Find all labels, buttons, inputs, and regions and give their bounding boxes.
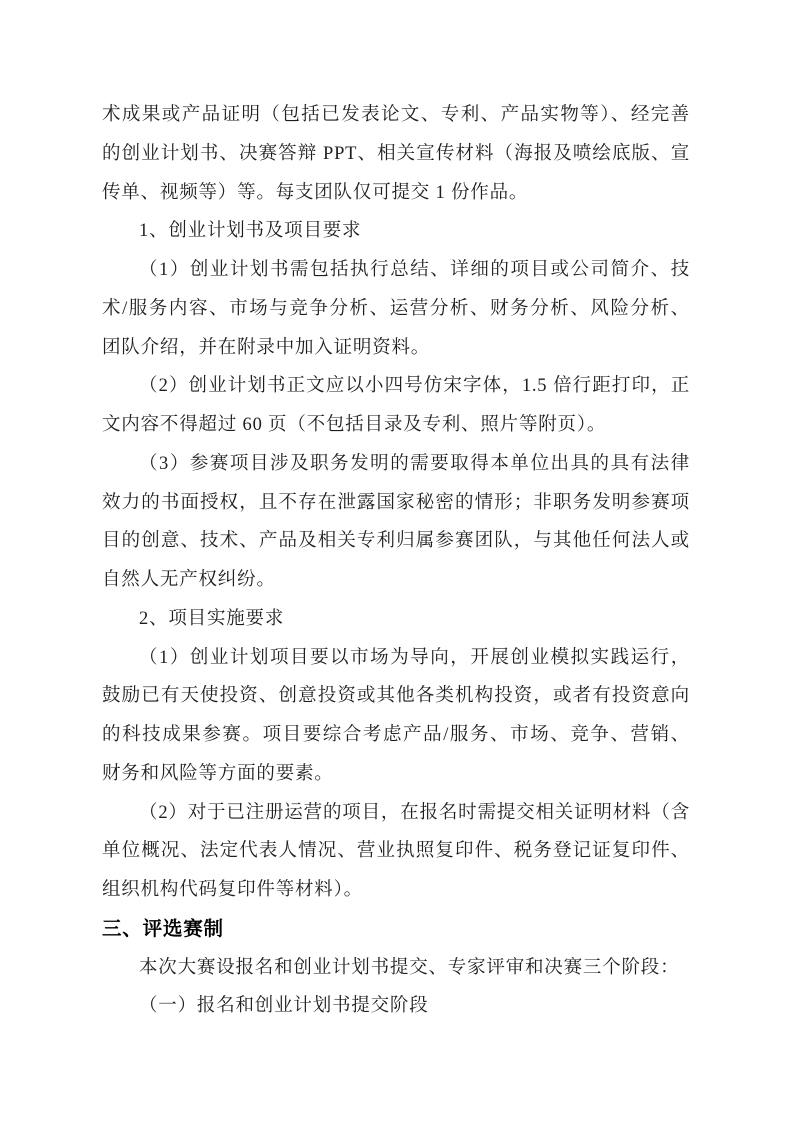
section-heading: 三、评选赛制: [102, 917, 224, 940]
text-line: （2）对于已注册运营的项目，在报名时需提交相关证明材料（含: [139, 802, 690, 823]
text-line: 团队介绍，并在附录中加入证明资料。: [102, 337, 431, 358]
text-line: （1）创业计划书需包括执行总结、详细的项目或公司简介、技: [139, 260, 690, 280]
text-line: 传单、视频等）等。每支团队仅可提交 1 份作品。: [102, 182, 529, 203]
text-line: （2）创业计划书正文应以小四号仿宋字体，1.5 倍行距打印，正: [139, 376, 690, 397]
text-line: （3）参赛项目涉及职务发明的需要取得本单位出具的具有法律: [139, 453, 690, 474]
text-line: 本次大赛设报名和创业计划书提交、专家评审和决赛三个阶段：: [139, 957, 680, 978]
text-line: 的科技成果参赛。项目要综合考虑产品/服务、市场、竞争、营销、: [102, 725, 690, 745]
text-line: 目的创意、技术、产品及相关专利归属参赛团队，与其他任何法人或: [102, 531, 690, 552]
text-line: 鼓励已有天使投资、创意投资或其他各类机构投资，或者有投资意向: [102, 686, 690, 707]
text-line: 文内容不得超过 60 页（不包括目录及专利、照片等附页）。: [102, 415, 607, 435]
text-line: 2、项目实施要求: [139, 608, 285, 629]
text-line: 单位概况、法定代表人情况、营业执照复印件、税务登记证复印件、: [102, 841, 690, 862]
text-line: （一）报名和创业计划书提交阶段: [139, 996, 429, 1017]
text-line: 自然人无产权纠纷。: [102, 570, 276, 590]
document-content: [102, 96, 690, 1026]
text-line: （1）创业计划项目要以市场为导向，开展创业模拟实践运行，: [139, 647, 690, 668]
text-line: 术/服务内容、市场与竞争分析、运营分析、财务分析、风险分析、: [102, 298, 690, 319]
text-line: 术成果或产品证明（包括已发表论文、专利、产品实物等）、经完善: [102, 105, 690, 125]
text-line: 1、创业计划书及项目要求: [139, 221, 362, 242]
text-line: 财务和风险等方面的要素。: [102, 763, 334, 784]
text-line: 组织机构代码复印件等材料）。: [102, 880, 363, 900]
text-line: 效力的书面授权，且不存在泄露国家秘密的情形；非职务发明参赛项: [102, 492, 690, 513]
text-line: 的创业计划书、决赛答辩 PPT、相关宣传材料（海报及喷绘底版、宣: [102, 143, 690, 164]
